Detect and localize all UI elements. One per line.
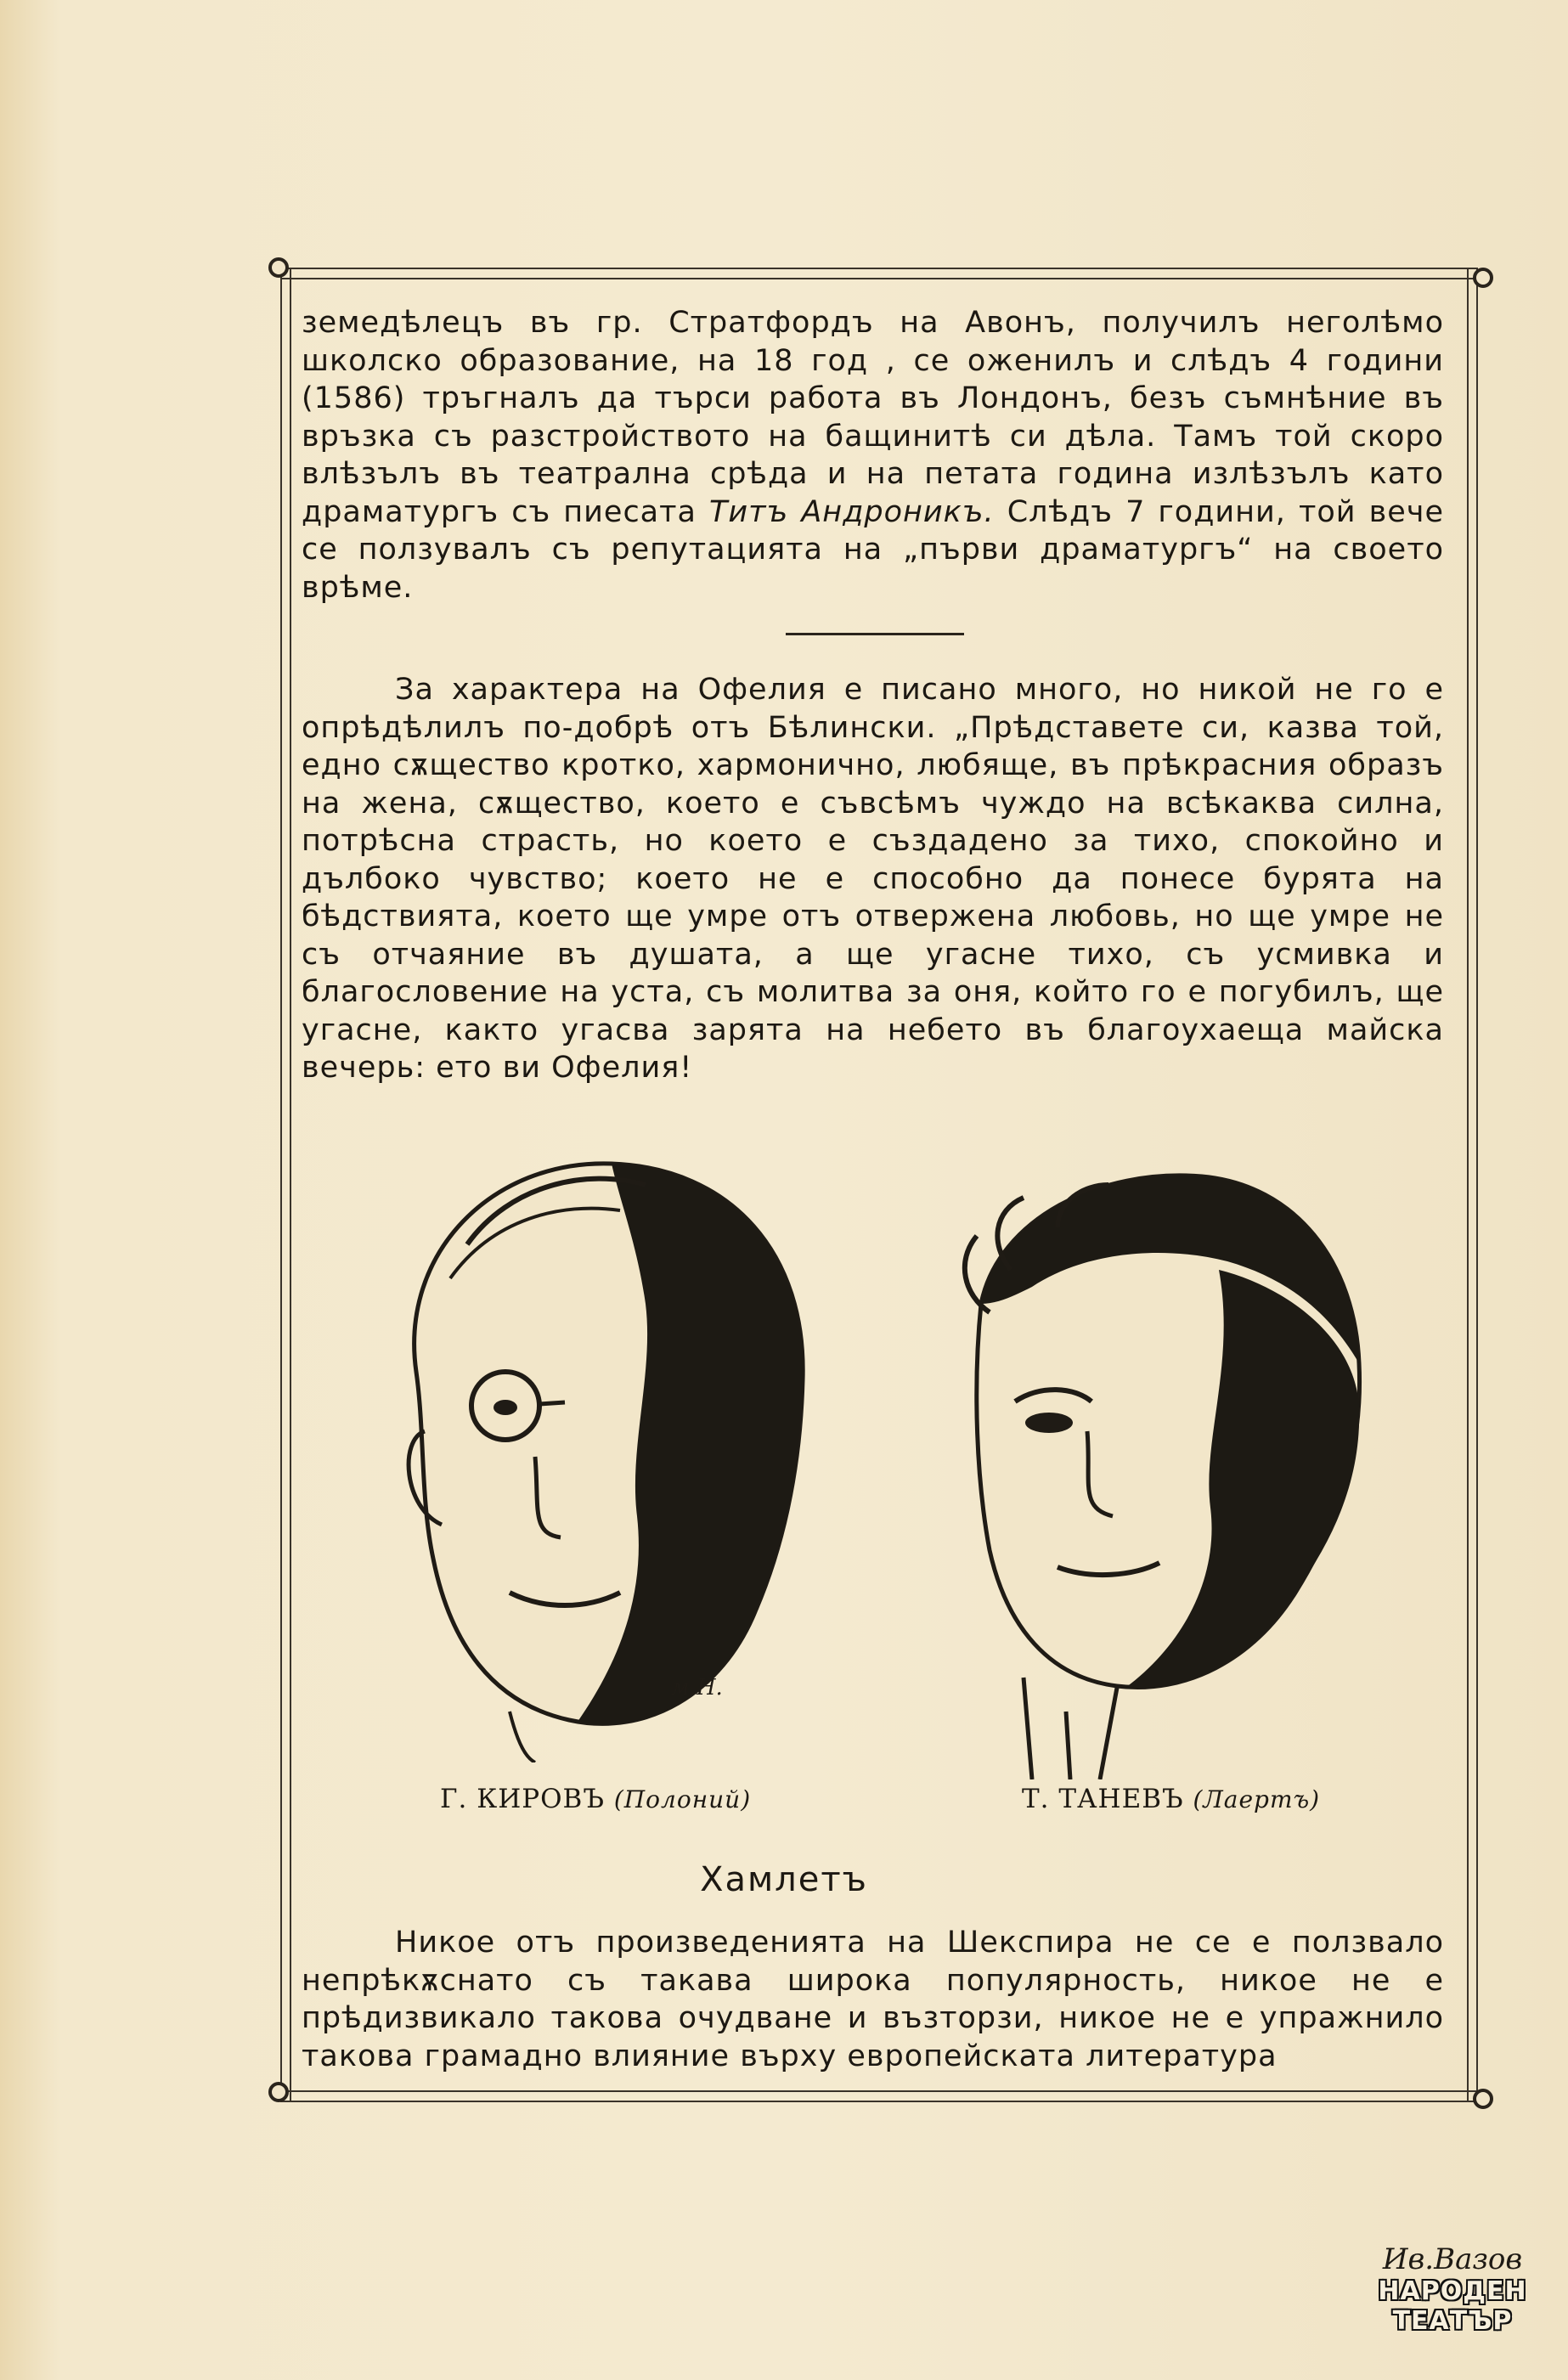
caption-name: Т. ТАНЕВЪ (1022, 1784, 1184, 1814)
logo-signature: Ив.Вазов (1382, 2242, 1523, 2276)
logo-line-1: НАРОДЕН (1378, 2276, 1527, 2306)
caption-role: (Лаертъ) (1193, 1785, 1321, 1813)
play-title: Титъ Андроникъ. (709, 494, 995, 529)
logo-line-2: ТЕАТЪР (1392, 2306, 1513, 2336)
theatre-logo (1376, 2242, 1529, 2357)
caption-tanev (1022, 1784, 1320, 1814)
frame-left-rule (280, 268, 291, 2102)
frame-bottom-rule (280, 2090, 1478, 2102)
frame-top-rule (280, 268, 1478, 279)
paragraph-shakespeare-bio (302, 304, 1444, 606)
bio-text-start: земедѣлецъ въ гр. Стратфордъ на Авонъ, получилъ неголѣмо школско образование, на 18 год , се оженилъ и слѣдъ 4 години (1586) тръгналъ да търси работа въ Лондонъ, безъ съмнѣние въ връзка съ разстройството на бащинитѣ си дѣла. Тамъ той скоро влѣзълъ въ театрална срѣда и на петата година излѣзълъ като драматургъ съ пиесата (302, 306, 1444, 529)
caption-name: Г. КИРОВЪ (440, 1784, 605, 1814)
artist-signature: м.Н. (671, 1675, 723, 1700)
portrait-tanev (930, 1168, 1372, 1779)
frame-corner-ornament (1473, 268, 1493, 288)
frame-corner-ornament (268, 2082, 289, 2102)
caption-role: (Полоний) (613, 1785, 752, 1813)
paragraph-hamlet: Никое отъ произведенията на Шекспира не се е ползвало непрѣкѫснато съ такава широка популярность, никое не е прѣдизвикало такова очудване и възторзи, никое не е упражнило такова грамадно влияние върху европейската литература (302, 1926, 1444, 2073)
section-separator (786, 633, 964, 635)
frame-right-rule (1467, 268, 1478, 2102)
section-heading: Хамлетъ (700, 1860, 868, 1899)
caption-kirov (440, 1784, 751, 1814)
frame-corner-ornament (1473, 2089, 1493, 2109)
paragraph-ophelia: За характера на Офелия е писано много, но никой не го е опрѣдѣлилъ по-добрѣ отъ Бѣлински. „Прѣдставете си, казва той, едно сѫщество кротко, хармонично, любяще, въ прѣкрасния образъ на жена, сѫщество, което е съвсѣмъ чуждо на всѣкаква силна, потрѣсна страсть, но което е създадено за тихо, спокойно и дълбоко чувство; което не е способно да понесе бурята на бѣдствията, което ще умре отъ отвержена любовь, но ще умре не съ отчаяние въ душата, а ще угасне тихо, съ усмивка и благословение на уста, съ молитва за оня, който го е погубилъ, ще угасне, както угасва зарята на небето въ благоухаеща майска вечерь: ето ви Офелия! (302, 673, 1444, 1085)
frame-corner-ornament (268, 257, 289, 278)
bio-text-end: Слѣдъ 7 години, той вече се ползувалъ съ репутацията на „първи драматургъ“ на своето врѣме. (302, 494, 1444, 605)
portrait-kirov (365, 1151, 824, 1762)
